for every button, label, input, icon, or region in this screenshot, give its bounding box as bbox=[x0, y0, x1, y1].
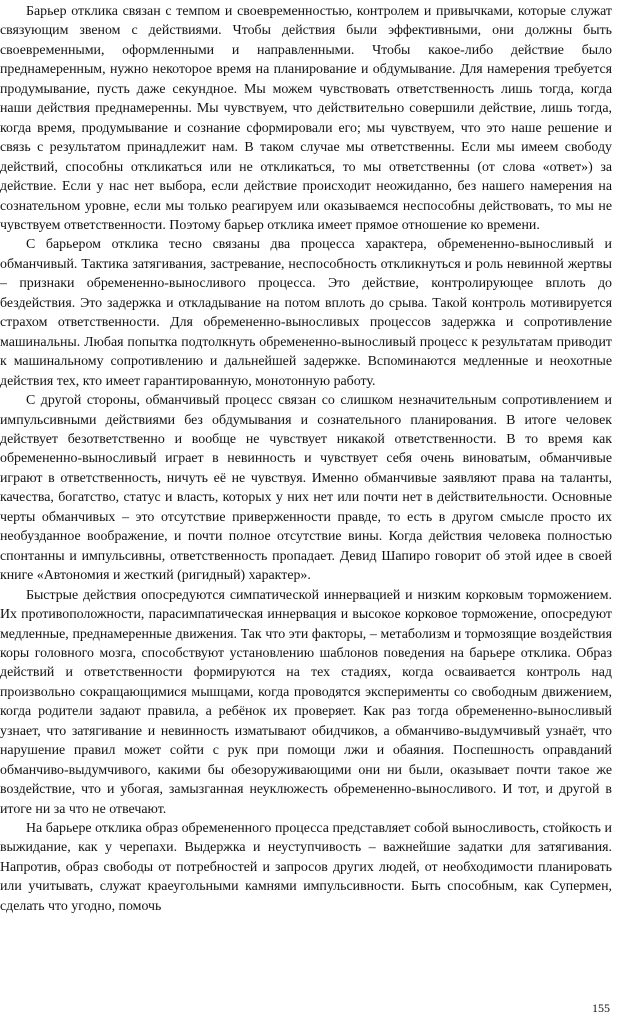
paragraph-4: Быстрые действия опосредуются симпатической иннервацией и низким корковым торможением. Их противоположности, парасимпатическая иннервация и высокое корковое торможение, опосредуют медленные, преднамеренные движения. Так что эти факторы, – метаболизм и тормозящие воздействия коры головного мозга, способствуют установлению шаблонов поведения на барьере отклика. Образ действий и ответственности формируются на тех стадиях, когда осваивается контроль над произвольно сокращающимися мышцами, когда проводятся эксперименты со свободным движением, когда родители задают правила, а ребёнок их проверяет. Как раз тогда обремененно-выносливый узнает, что затягивание и невинность изматывают обидчиков, а обманчиво-выдумчивый узнаёт, что нарушение правил может сойти с рук при помощи лжи и обаяния. Поспешность оправданий обманчиво-выдумчивого, какими бы обезоруживающими они ни были, оказывает почти такое же воздействие, что и убогая, замызганная неуклюжесть обремененно-выносливого. И тот, и другой в итоге ни за что не отвечают. bbox=[0, 587, 612, 817]
body-text bbox=[0, 2, 612, 916]
paragraph-1: Барьер отклика связан с темпом и своевременностью, контролем и привычками, которые служат связующим звеном с действиями. Чтобы действия были эффективными, они должны быть своевременными, оформленными и направленными. Чтобы какое-либо действие было преднамеренным, нужно некоторое время на планирование и обдумывание. Для намерения требуется продумывание, пусть даже секундное. Мы можем чувствовать ответственность лишь тогда, когда наши действия преднамеренны. Мы чувствуем, что действительно совершили действие, лишь тогда, когда время, продумывание и сознание сформировали его; мы чувствуем, что это наше решение и связь с результатом принадлежит нам. В таком случае мы ответственны. Если мы имеем свободу действий, способны откликаться или не откликаться, то мы ответственны (от слова «ответ») за действие. Если у нас нет выбора, если действие происходит неожиданно, без нашего намерения на сознательном уровне, если мы только реагируем или оказываемся неспособны действовать, то мы не чувствуем ответственности. Поэтому барьер отклика имеет прямое отношение ко времени. bbox=[0, 4, 612, 233]
page-number: 155 bbox=[592, 1001, 610, 1015]
paragraph-3: С другой стороны, обманчивый процесс связан со слишком незначительным сопротивлением и импульсивными действиями без обдумывания и сознательного планирования. В итоге человек действует безответственно и вообще не чувствует никакой ответственности. В то время как обремененно-выносливый играет в невинность и чувствует себя очень виноватым, обманчивые играют в ответственность, ничуть её не чувствуя. Именно обманчивые заявляют права на таланты, качества, богатство, статус и власть, которых у них нет или почти нет в действительности. Основные черты обманчивых – это отсутствие приверженности правде, то есть в другом смысле просто их необузданное воображение, и почти полное отсутствие вины. Когда действия человека полностью спонтанны и импульсивны, ответственность пропадает. Девид Шапиро говорит об этой идее в своей книге «Автономия и жесткий (ригидный) характер». bbox=[0, 393, 612, 584]
paragraph-2: С барьером отклика тесно связаны два процесса характера, обремененно-выносливый и обманчивый. Тактика затягивания, застревание, неспособность откликнуться и роль невинной жертвы – признаки обремененно-выносливого процесса. Это действие, контролирующее вплоть до бездействия. Это задержка и откладывание на потом вплоть до срыва. Такой контроль мотивируется страхом ответственности. Для обремененно-выносливых процессов задержка и сопротивление машинальны. Любая попытка подтолкнуть обремененно-выносливый процесс к результатам приводит к машинальному сопротивлению и дальнейшей задержке. Вспоминаются медленные и неохотные действия тех, кто имеет гарантированную, монотонную работу. bbox=[0, 237, 612, 389]
paragraph-5: На барьере отклика образ обремененного процесса представляет собой выносливость, стойкость и выжидание, как у черепахи. Выдержка и неуступчивость – важнейшие задатки для затягивания. Напротив, образ свободы от потребностей и запросов других людей, от необходимости планировать или учитывать, служат краеугольными камнями импульсивности. Быть способным, как Супермен, сделать что угодно, помочь bbox=[0, 821, 612, 914]
